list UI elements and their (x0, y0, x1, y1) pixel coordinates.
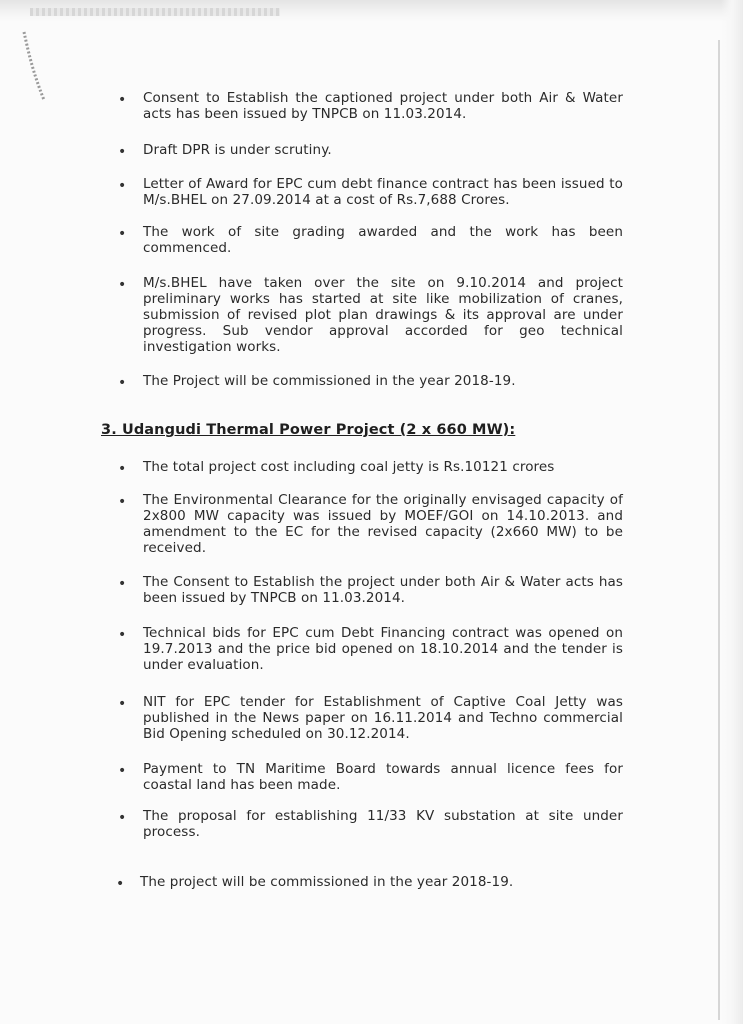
scan-right-edge (721, 0, 743, 1024)
bullet-icon: • (118, 277, 127, 293)
list-item-text: The Environmental Clearance for the originally envisaged capacity of 2x800 MW capacity was issued by MOEF/GOI on 14.10.2013. and amendment to the EC for the revised capacity (2x660 MW) to be received. (143, 492, 623, 556)
list-item (143, 694, 623, 742)
list-item-text: The proposal for establishing 11/33 KV substation at site under process. (143, 808, 623, 840)
bullet-icon: • (118, 226, 127, 242)
bullet-icon: • (118, 576, 127, 592)
list-item-text: The project will be commissioned in the year 2018-19. (140, 874, 514, 890)
scan-top-strip (30, 8, 280, 16)
list-item (143, 275, 623, 355)
bullet-icon: • (118, 627, 127, 643)
list-item (143, 761, 623, 793)
scan-right-line (718, 40, 720, 1020)
list-item (143, 574, 623, 606)
list-item (143, 459, 623, 475)
list-item-text: The Project will be commissioned in the year 2018-19. (143, 373, 516, 389)
list-item (143, 176, 623, 208)
list-item (143, 90, 623, 122)
list-item-text: Technical bids for EPC cum Debt Financing contract was opened on 19.7.2013 and the price bid opened on 18.10.2014 and the tender is under evaluation. (143, 625, 623, 673)
bullet-icon: • (118, 92, 127, 108)
list-item-text: Draft DPR is under scrutiny. (143, 142, 332, 158)
bullet-icon: • (118, 494, 127, 510)
bullet-icon: • (118, 144, 127, 160)
list-item (143, 808, 623, 840)
list-item (143, 373, 623, 389)
list-item-text: NIT for EPC tender for Establishment of Captive Coal Jetty was published in the News paper on 16.11.2014 and Techno commercial Bid Opening scheduled on 30.12.2014. (143, 694, 623, 742)
list-item-text: Letter of Award for EPC cum debt finance contract has been issued to M/s.BHEL on 27.09.2014 at a cost of Rs.7,688 Crores. (143, 176, 623, 208)
bullet-icon: • (116, 876, 125, 892)
list-item (143, 142, 623, 158)
bullet-icon: • (118, 178, 127, 194)
list-item-text: The total project cost including coal jetty is Rs.10121 crores (143, 459, 555, 475)
list-item (143, 224, 623, 256)
list-item-text: The work of site grading awarded and the work has been commenced. (143, 224, 623, 256)
list-item (143, 625, 623, 673)
bullet-icon: • (118, 763, 127, 779)
list-item (143, 492, 623, 556)
bullet-icon: • (118, 461, 127, 477)
list-item-text: The Consent to Establish the project under both Air & Water acts has been issued by TNPCB on 11.03.2014. (143, 574, 623, 606)
list-item-text: Consent to Establish the captioned project under both Air & Water acts has been issued by TNPCB on 11.03.2014. (143, 90, 623, 122)
staple-mark-icon (22, 30, 52, 110)
list-item-text: Payment to TN Maritime Board towards annual licence fees for coastal land has been made. (143, 761, 623, 793)
list-item-text: M/s.BHEL have taken over the site on 9.10.2014 and project preliminary works has started at site like mobilization of cranes, submission of revised plot plan drawings & its approval are under progress. Sub vendor approval accorded for geo technical investigation works. (143, 275, 623, 355)
bullet-icon: • (118, 696, 127, 712)
bullet-icon: • (118, 810, 127, 826)
list-item (140, 874, 620, 890)
section-heading: 3. Udangudi Thermal Power Project (2 x 660 MW): (101, 422, 516, 438)
bullet-icon: • (118, 375, 127, 391)
